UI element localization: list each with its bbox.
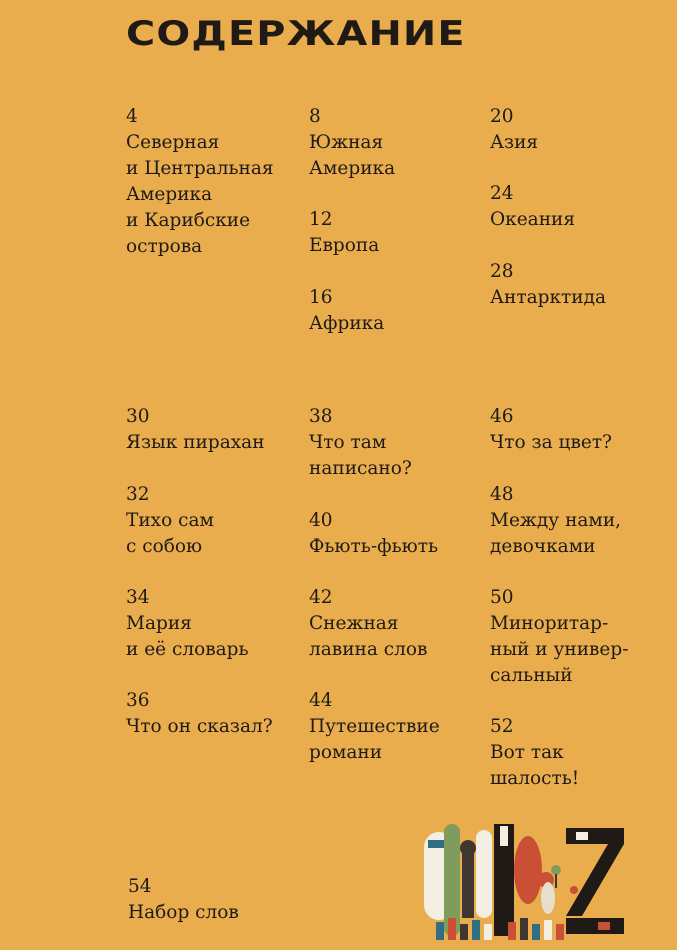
toc-entry-title: Южная Америка — [309, 132, 396, 179]
toc-entry[interactable] — [309, 688, 440, 766]
toc-entry-title: Вот так шалость! — [490, 742, 580, 789]
toc-page-number: 30 — [126, 406, 150, 427]
toc-entry[interactable] — [126, 104, 274, 260]
toc-entry-title: Набор слов — [128, 902, 239, 923]
toc-page-number: 52 — [490, 716, 514, 737]
toc-entry[interactable] — [490, 404, 612, 456]
page-title: СОДЕРЖАНИЕ — [126, 14, 466, 54]
decorative-letters-and-people-icon — [424, 818, 628, 946]
toc-entry-title: Тихо сам с собою — [126, 510, 214, 557]
toc-page-number: 46 — [490, 406, 514, 427]
toc-entry[interactable] — [309, 585, 427, 663]
toc-entry-title: Фьють-фьють — [309, 536, 439, 557]
toc-page-number: 34 — [126, 587, 150, 608]
toc-entry[interactable] — [490, 714, 579, 792]
toc-entry-title: Мария и её словарь — [126, 613, 249, 660]
toc-page-number: 50 — [490, 587, 514, 608]
toc-page-number: 44 — [309, 690, 333, 711]
toc-entry[interactable] — [126, 688, 273, 740]
toc-entry-title: Европа — [309, 235, 380, 256]
toc-page-number: 54 — [128, 876, 152, 897]
toc-entry[interactable] — [490, 259, 606, 311]
toc-entry[interactable] — [490, 181, 575, 233]
toc-entry[interactable] — [490, 585, 628, 689]
toc-page-number: 24 — [490, 183, 514, 204]
toc-page-number: 8 — [309, 106, 321, 127]
toc-entry-title: Африка — [309, 313, 385, 334]
toc-page-number: 48 — [490, 484, 514, 505]
toc-page-number: 20 — [490, 106, 514, 127]
toc-page-number: 40 — [309, 510, 333, 531]
toc-entry[interactable] — [126, 585, 249, 663]
toc-entry[interactable] — [309, 104, 395, 182]
toc-entry-title: Что он сказал? — [126, 716, 273, 737]
toc-entry-title: Океания — [490, 209, 576, 230]
toc-page-number: 16 — [309, 287, 333, 308]
toc-entry-title: Язык пирахан — [126, 432, 265, 453]
toc-page-number: 28 — [490, 261, 514, 282]
toc-entry[interactable] — [309, 404, 412, 482]
toc-entry[interactable] — [490, 482, 621, 560]
toc-entry-title: Азия — [490, 132, 539, 153]
toc-page-number: 36 — [126, 690, 150, 711]
toc-page-number: 38 — [309, 406, 333, 427]
toc-entry-title: Северная и Центральная Америка и Карибские острова — [126, 132, 274, 257]
toc-entry[interactable] — [490, 104, 538, 156]
toc-entry[interactable] — [309, 285, 384, 337]
toc-entry[interactable] — [128, 874, 239, 926]
toc-entry-title: Снежная лавина слов — [309, 613, 428, 660]
toc-entry[interactable] — [309, 207, 379, 259]
toc-entry-title: Путешествие романи — [309, 716, 440, 763]
toc-entry[interactable] — [126, 482, 214, 560]
toc-page-number: 42 — [309, 587, 333, 608]
toc-page-number: 12 — [309, 209, 333, 230]
toc-entry-title: Антарктида — [490, 287, 606, 308]
toc-page-number: 32 — [126, 484, 150, 505]
toc-entry-title: Что там написано? — [309, 432, 412, 479]
toc-entry-title: Между нами, девочками — [490, 510, 622, 557]
toc-entry[interactable] — [309, 508, 438, 560]
toc-entry[interactable] — [126, 404, 265, 456]
toc-entry-title: Миноритар- ный и универ- сальный — [490, 613, 629, 686]
toc-entry-title: Что за цвет? — [490, 432, 612, 453]
toc-page-number: 4 — [126, 106, 138, 127]
